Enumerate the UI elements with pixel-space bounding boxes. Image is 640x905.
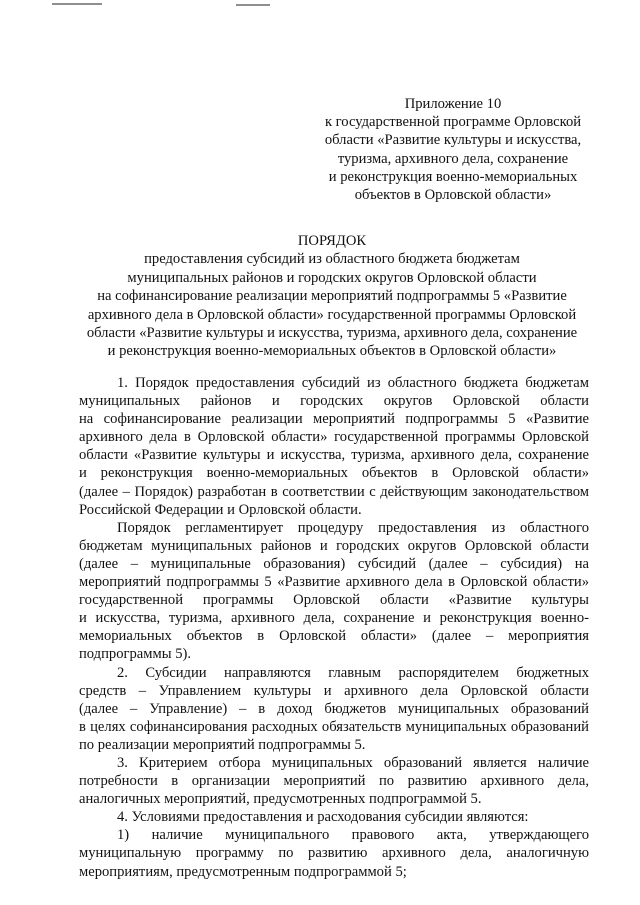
annex-line: и реконструкция военно-мемориальных [328,168,578,185]
body-line: мероприятиям, предусмотренным подпрограммой 5; [79,863,407,880]
annex-line: объектов в Орловской области» [354,187,552,204]
body-line: средств – Управлением культуры и архивного дела Орловской области [79,682,589,699]
annex-line: туризма, архивного дела, сохранение [337,150,569,167]
heading-line: и реконструкция военно-мемориальных объектов в Орловской области» [107,343,557,360]
body-line: 1) наличие муниципального правового акта, утверждающего [117,827,589,844]
scan-artifact [236,4,270,6]
body-line: (далее – муниципальные образования) субсидий (далее – субсидия) на [79,555,589,572]
body-line: подпрограммы 5). [79,646,192,663]
heading-line: архивного дела в Орловской области» государственной программы Орловской [87,306,577,323]
heading-line: области «Развитие культуры и искусства, туризма, архивного дела, сохранение [86,325,578,342]
body-line: потребности в организации мероприятий по развитию архивного дела, [79,773,589,790]
heading-line: предоставления субсидий из областного бюджета бюджетам [144,251,520,268]
body-line: Порядок регламентирует процедуру предоставления из областного [117,519,589,536]
annex-block [312,95,594,204]
body-line: по реализации мероприятий подпрограммы 5. [79,736,366,753]
document-body [79,374,589,881]
body-line: Российской Федерации и Орловской области. [79,501,362,518]
annex-line: области «Развитие культуры и искусства, [324,132,582,149]
body-line: архивного дела в Орловской области» государственной программы Орловской [79,429,589,446]
body-line: 2. Субсидии направляются главным распорядителем бюджетных [117,664,589,681]
body-line: муниципальную программу по развитию архивного дела, аналогичную [79,845,589,862]
body-line: области «Развитие культуры и искусства, туризма, архивного дела, сохранение [79,447,589,464]
scan-artifact [52,3,102,5]
heading-line: муниципальных районов и городских округов Орловской области [127,269,537,286]
document-heading [64,232,600,361]
document-title: ПОРЯДОК [297,233,367,249]
heading-line: на софинансирование реализации мероприятий подпрограммы 5 «Развитие [97,288,567,305]
annex-line: к государственной программе Орловской [324,114,582,131]
body-line: и реконструкция военно-мемориальных объектов в Орловской области» [79,465,589,482]
body-line: 1. Порядок предоставления субсидий из областного бюджета бюджетам [117,375,589,391]
body-line: мероприятий подпрограммы 5 «Развитие архивного дела в Орловской области» [79,574,589,591]
body-line: в целях софинансирования расходных обязательств муниципальных образований [79,718,589,735]
body-line: аналогичных мероприятий, предусмотренных подпрограммой 5. [79,791,482,808]
body-line: муниципальных районов и городских округов Орловской области [79,393,589,410]
body-line: мемориальных объектов в Орловской области» (далее – мероприятия [79,628,589,645]
body-line: на софинансирование реализации мероприятий подпрограммы 5 «Развитие [79,411,589,428]
annex-line: Приложение 10 [404,96,502,112]
body-line: 4. Условиями предоставления и расходования субсидии являются: [117,809,529,826]
body-line: (далее – Порядок) разработан в соответствии с действующим законодательством [79,483,589,500]
body-line: государственной программы Орловской области «Развитие культуры [79,592,589,609]
body-line: бюджетам муниципальных районов и городских округов Орловской области [79,537,589,554]
body-line: 3. Критерием отбора муниципальных образований является наличие [117,754,589,771]
body-line: и искусства, туризма, архивного дела, сохранение и реконструкция военно- [79,610,589,627]
body-line: (далее – Управление) – в доход бюджетов муниципальных образований [79,700,589,717]
